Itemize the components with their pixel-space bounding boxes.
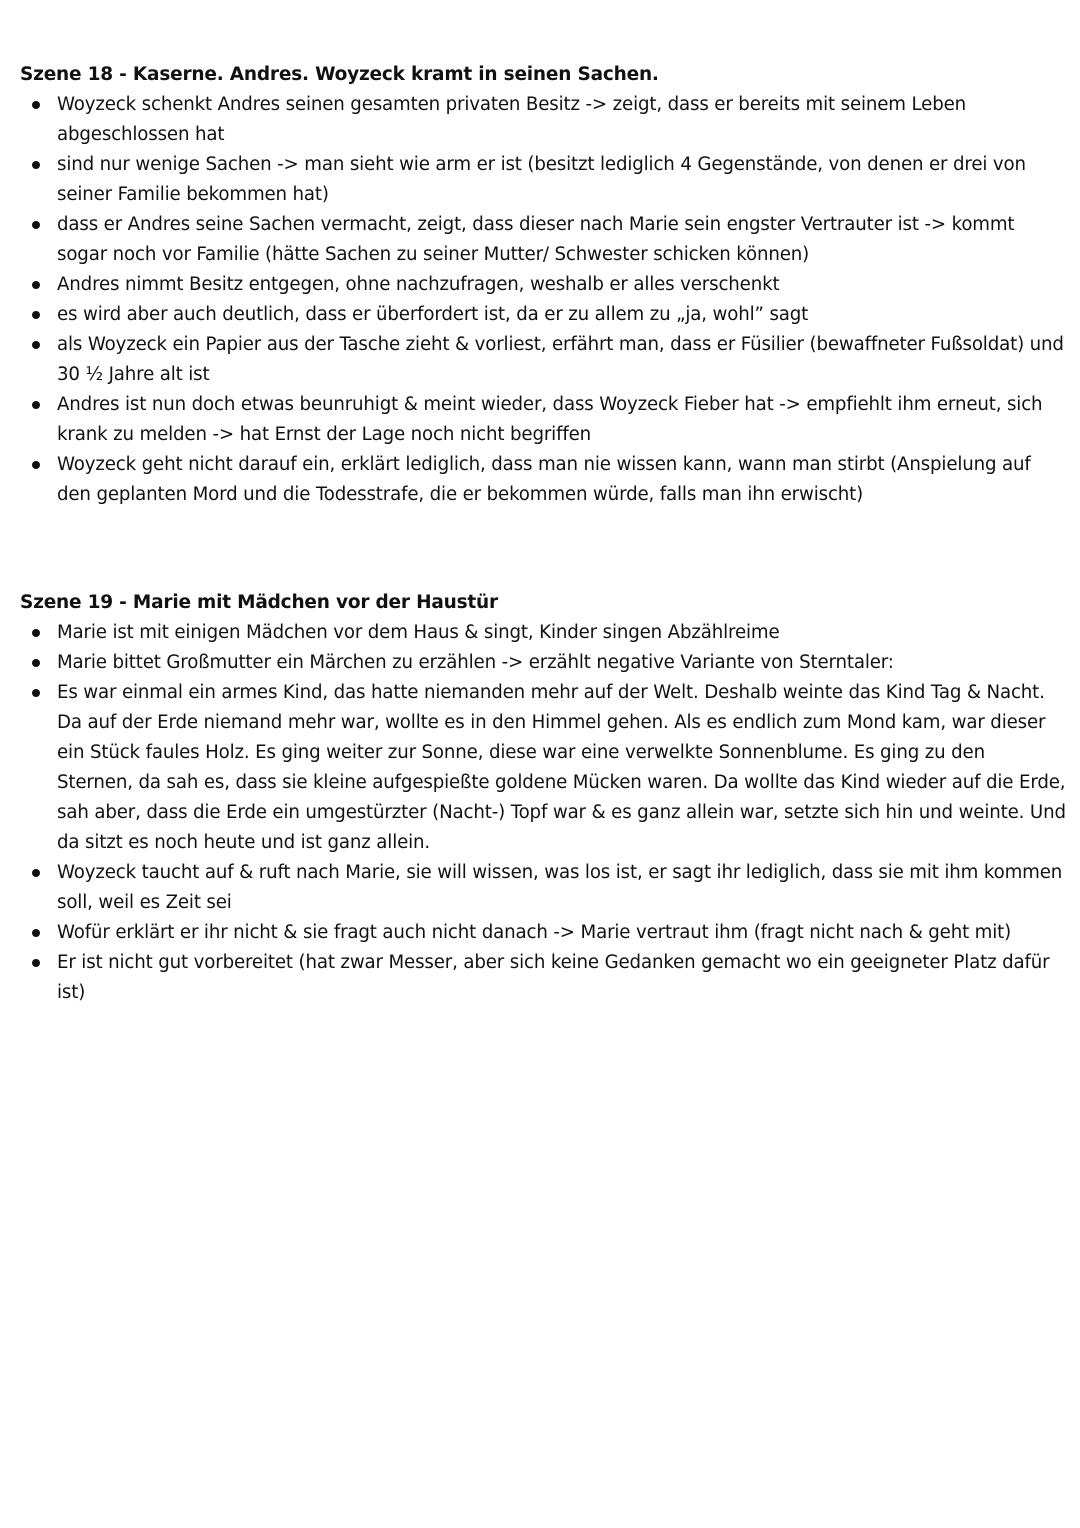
bullet-dot-icon — [32, 401, 40, 409]
bullet-dot-icon — [32, 161, 40, 169]
bullet-text: Woyzeck schenkt Andres seinen gesamten privaten Besitz -> zeigt, dass er bereits mit seinem Leben abgeschlossen hat — [57, 94, 967, 145]
scene-19-bullet-list — [20, 618, 1066, 1008]
bullet-dot-icon — [32, 221, 40, 229]
scene-19-section — [20, 588, 1066, 1008]
bullet-text: es wird aber auch deutlich, dass er überfordert ist, da er zu allem zu „ja, wohl” sagt — [57, 304, 809, 325]
scene-19-heading: Szene 19 - Marie mit Mädchen vor der Haustür — [20, 592, 498, 613]
bullet-dot-icon — [32, 869, 40, 877]
bullet-item — [20, 150, 1066, 210]
bullet-text: als Woyzeck ein Papier aus der Tasche zieht & vorliest, erfährt man, dass er Füsilier (bewaffneter Fußsoldat) und 30 ½ Jahre alt ist — [57, 334, 1064, 385]
bullet-dot-icon — [32, 461, 40, 469]
bullet-item — [20, 300, 1066, 330]
bullet-item — [20, 858, 1066, 918]
bullet-item — [20, 270, 1066, 300]
bullet-item — [20, 648, 1066, 678]
bullet-item — [20, 390, 1066, 450]
bullet-item — [20, 450, 1066, 510]
bullet-dot-icon — [32, 659, 40, 667]
bullet-text: Marie bittet Großmutter ein Märchen zu erzählen -> erzählt negative Variante von Sterntaler: — [57, 652, 894, 673]
bullet-dot-icon — [32, 689, 40, 697]
bullet-text: Andres ist nun doch etwas beunruhigt & meint wieder, dass Woyzeck Fieber hat -> empfiehlt ihm erneut, sich krank zu melden -> hat Ernst der Lage noch nicht begriffen — [57, 394, 1043, 445]
bullet-text: Woyzeck taucht auf & ruft nach Marie, sie will wissen, was los ist, er sagt ihr lediglich, dass sie mit ihm kommen soll, weil es Zeit sei — [57, 862, 1063, 913]
bullet-dot-icon — [32, 281, 40, 289]
bullet-item — [20, 210, 1066, 270]
bullet-item — [20, 90, 1066, 150]
bullet-item — [20, 948, 1066, 1008]
bullet-text: sind nur wenige Sachen -> man sieht wie arm er ist (besitzt lediglich 4 Gegenstände, von denen er drei von seiner Familie bekommen hat) — [57, 154, 1026, 205]
bullet-dot-icon — [32, 959, 40, 967]
scene-18-bullet-list — [20, 90, 1066, 510]
bullet-item — [20, 330, 1066, 390]
bullet-dot-icon — [32, 101, 40, 109]
bullet-text: Es war einmal ein armes Kind, das hatte niemanden mehr auf der Welt. Deshalb weinte das Kind Tag & Nacht. Da auf der Erde niemand mehr war, wollte es in den Himmel gehen. Als es endlich zum Mond kam, war dieser ein Stück faules Holz. Es ging weiter zur Sonne, diese war eine verwelkte Sonnenblume. Es ging zu den Sternen, da sah es, dass sie kleine aufgespießte goldene Mücken waren. Da wollte das Kind wieder auf die Erde, sah aber, dass die Erde ein umgestürzter (Nacht-) Topf war & es ganz allein war, setzte sich hin und weinte. Und da sitzt es noch heute und ist ganz allein. — [57, 682, 1066, 853]
scene-18-section — [20, 60, 1066, 510]
bullet-text: Wofür erklärt er ihr nicht & sie fragt auch nicht danach -> Marie vertraut ihm (fragt nicht nach & geht mit) — [57, 922, 1012, 943]
bullet-dot-icon — [32, 929, 40, 937]
bullet-dot-icon — [32, 629, 40, 637]
scene-18-heading: Szene 18 - Kaserne. Andres. Woyzeck kramt in seinen Sachen. — [20, 64, 659, 85]
bullet-item — [20, 678, 1066, 858]
bullet-text: Andres nimmt Besitz entgegen, ohne nachzufragen, weshalb er alles verschenkt — [57, 274, 780, 295]
bullet-text: Er ist nicht gut vorbereitet (hat zwar Messer, aber sich keine Gedanken gemacht wo ein geeigneter Platz dafür ist) — [57, 952, 1050, 1003]
bullet-dot-icon — [32, 311, 40, 319]
bullet-text: Woyzeck geht nicht darauf ein, erklärt lediglich, dass man nie wissen kann, wann man stirbt (Anspielung auf den geplanten Mord und die Todesstrafe, die er bekommen würde, falls man ihn erwischt) — [57, 454, 1031, 505]
bullet-text: dass er Andres seine Sachen vermacht, zeigt, dass dieser nach Marie sein engster Vertrauter ist -> kommt sogar noch vor Familie (hätte Sachen zu seiner Mutter/ Schwester schicken können) — [57, 214, 1015, 265]
bullet-item — [20, 618, 1066, 648]
bullet-dot-icon — [32, 341, 40, 349]
bullet-item — [20, 918, 1066, 948]
bullet-text: Marie ist mit einigen Mädchen vor dem Haus & singt, Kinder singen Abzählreime — [57, 622, 780, 643]
